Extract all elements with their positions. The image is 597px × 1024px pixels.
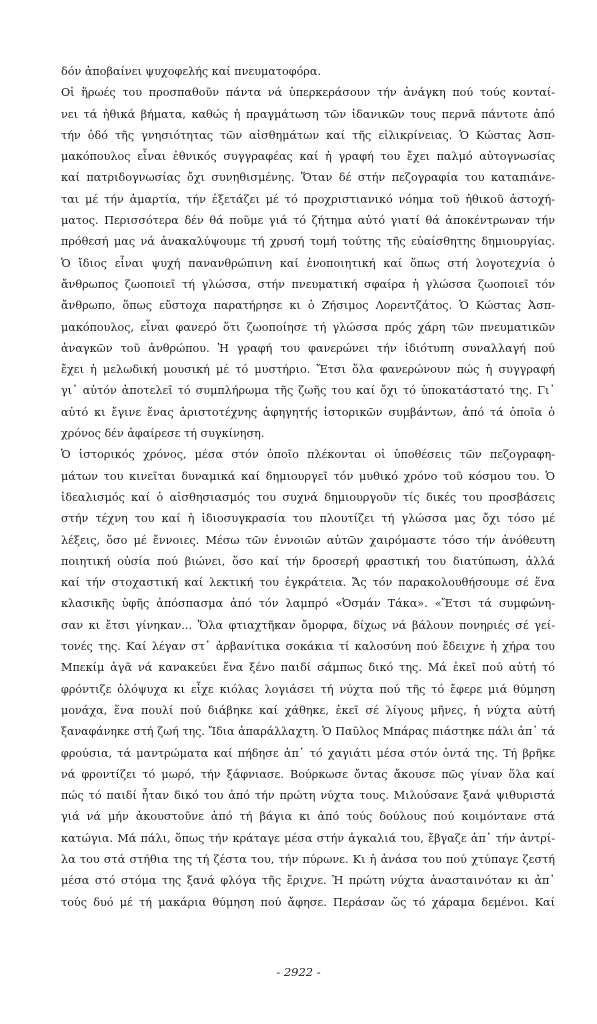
text-line: λέξεις, ὅσο μέ ἔννοιες. Μέσω τῶν ἐννοιῶν αὐτῶν χαιρόμαστε τόσο τήν ἀνόθευτη [61, 533, 555, 547]
text-line: ἔχει ἡ μελωδική μουσική μέ τό μυστήριο. Ἔτσι ὅλα φανερώνουν πώς ἡ συγγραφή [61, 363, 555, 377]
text-line: Οἱ ἥρωές του προσπαθοῦν πάντα νά ὑπερκεράσουν τήν ἀνάγκη πού τούς κονταί- [61, 86, 555, 100]
text-line: γιά νά μήν ἀκουστοῦνε ἀπό τή βάγια κι ἀπό τούς δούλους πού κοιμόντανε στά [61, 810, 555, 824]
text-line: σαν κι ἔτσι γίνηκαν... Ὅλα φτιαχτῆκαν ὄμορφα, δίχως νά βάλουν πονηριές σέ γεί- [61, 618, 555, 632]
text-line: νά φροντίζει τό μωρό, τήν ξάφνιασε. Βούρκωσε ὄντας ἄκουσε πῶς γίναν ὅλα καί [61, 767, 555, 781]
text-line: μακόπουλος εἶναι ἐθνικός συγγραφέας καί ἡ γραφή του ἔχει παλμό αὐτογνωσίας [61, 150, 555, 164]
text-line: ἀναγκῶν τοῦ ἀνθρώπου. Ἡ γραφή του φανερώνει τήν ἰδιότυπη συναλλαγή πού [61, 341, 555, 355]
text-line: πρόθεσή μας νά ἀνακαλύψουμε τή χρυσή τομή τούτης τῆς εὐαίσθητης δημιουργίας. [61, 235, 555, 249]
text-line: κλασικῆς ὑφῆς ἀπόσπασμα ἀπό τόν λαμπρό «Ὀσμάν Τάκα». «Ἔτσι τά συμφώνη- [61, 597, 555, 611]
text-line: κατώγια. Μά πάλι, ὅπως τήν κράταγε μέσα στήν ἀγκαλιά του, ἔβγαζε ἀπ᾿ τήν ἀντρί- [61, 831, 555, 845]
text-line: ἄνθρωπος ζωοποιεῖ τή γλώσσα, στήν πνευματική σφαίρα ἡ γλώσσα ζωοποιεῖ τόν [61, 277, 555, 291]
text-line: χρόνος δέν ἀφαίρεσε τή συγκίνηση. [61, 427, 265, 441]
body-text [61, 61, 555, 913]
text-line: τούς δυό μέ τή μακάρια θύμηση πού ἄφησε. Περάσαν ὥς τό χάραμα δεμένοι. Καί [61, 895, 555, 909]
text-line: ἄνθρωπο, ὅπως εὔστοχα παρατήρησε κι ὁ Ζήσιμος Λορεντζάτος. Ὁ Κώστας Ἀσπ- [61, 299, 555, 313]
text-line: τονές της. Καί λέγαν στ᾿ ἀρβανίτικα σοκάκια τί καλοσύνη πού ἔδειχνε ἡ χήρα του [61, 640, 555, 654]
text-line: λα του στά στήθια της τή ζέστα του, τήν πύρωνε. Κι ἡ ἀνάσα του πού χτύπαγε ζεστή [61, 852, 555, 866]
text-line: γι᾿ αὐτόν ἀποτελεῖ τό συμπλήρωμα τῆς ζωῆς του καί ὄχι τό ὑποκατάστατό της. Γι᾿ [61, 384, 555, 398]
text-line: καί τήν στοχαστική καί λεκτική του ἐγκράτεια. Ἄς τόν παρακολουθήσουμε σέ ἕνα [61, 576, 555, 590]
text-line: τήν ὁδό τῆς γνησιότητας τῶν αἰσθημάτων καί τῆς εἰλικρίνειας. Ὁ Κώστας Ἀσπ- [61, 128, 555, 142]
text-line: αὐτό κι ἔγινε ἕνας ἀριστοτέχνης ἀφηγητής ἱστορικῶν συμβάντων, ἀπό τά ὁποῖα ὁ [61, 405, 555, 419]
text-line: μέσα στό στόμα της ξανά φλόγα τῆς ἔριχνε. Ἡ πρώτη νύχτα ἀνασταινόταν κι ἀπ᾿ [61, 874, 555, 888]
text-line: δόν ἀποβαίνει ψυχοφελής καί πνευματοφόρα. [61, 65, 322, 78]
text-line: στήν τέχνη του καί ἡ ἰδιοσυγκρασία του πλουτίζει τή γλώσσα μας ὄχι τόσο μέ [61, 512, 555, 526]
text-line: ται μέ τήν ἁμαρτία, τήν ἐξετάζει μέ τό προχριστιανικό νόημα τοῦ ἠθικοῦ ἀστοχή- [61, 192, 555, 206]
text-line: ξαναφάνηκε στή ζωή της. Ἴδια ἀπαράλλαχτη. Ὁ Παῦλος Μπάρας πιάστηκε πάλι ἀπ᾿ τά [61, 725, 555, 739]
page-number: - 2922 - [276, 965, 321, 979]
text-line: φρούσια, τά μαντρώματα καί πήδησε ἀπ᾿ τό χαγιάτι μέσα στόν ὀντά της. Τή βρῆκε [61, 746, 555, 760]
text-line: Ὁ ἱστορικός χρόνος, μέσα στόν ὁποῖο πλέκονται οἱ ὑποθέσεις τῶν πεζογραφη- [61, 448, 555, 462]
text-line: μάτων του κινεῖται δυναμικά καί δημιουργεῖ τόν μυθικό χρόνο τοῦ κόσμου του. Ὁ [61, 469, 555, 483]
text-line: ἰδεαλισμός καί ὁ αἰσθησιασμός του συχνά δημιουργοῦν τίς δικές του προσβάσεις [61, 490, 555, 504]
text-line: μονάχα, ἕνα πουλί πού διάβηκε καί χάθηκε, ἐκεῖ σέ λίγους μῆνες, ἡ νύχτα αὐτή [61, 703, 555, 717]
text-line: Ὁ ἴδιος εἶναι ψυχή πανανθρώπινη καί ἑνοποιητική καί ὅπως στή λογοτεχνία ὁ [61, 256, 555, 270]
text-line: ματος. Περισσότερα δέν θά ποῦμε γιά τό ζήτημα αὐτό γιατί θά ἀποκέντρωναν τήν [61, 214, 555, 228]
text-line: φρόντιζε ὁλόψυχα κι εἶχε κιόλας λογιάσει τή νύχτα πού τῆς τό ἔφερε μιά θύμηση [61, 682, 555, 696]
text-line: ποιητική οὐσία πού βιώνει, ὅσο καί τήν δροσερή φραστική του διατύπωση, ἀλλά [61, 554, 555, 568]
text-line: καί πατριδογνωσίας ὄχι συνηθισμένης. Ὅταν δέ στήν πεζογραφία του καταπιάνε- [61, 171, 555, 185]
text-line: πώς τό παιδί ἦταν δικό του ἀπό τήν πρώτη νύχτα τους. Μιλούσανε ξανά ψιθυριστά [61, 789, 555, 803]
text-line: Μπεκίμ ἀγᾶ νά κανακεύει ἕνα ξένο παιδί σάμπως δικό της. Μά ἐκεῖ πού αὐτή τό [61, 661, 555, 675]
text-line: μακόπουλος, εἶναι φανερό ὅτι ζωοποίησε τή γλώσσα πρός χάρη τῶν πνευματικῶν [61, 320, 555, 334]
text-line: νει τά ἠθικά βήματα, καθώς ἡ πραγμάτωση τῶν ἰδανικῶν τους περνᾶ πάντοτε ἀπό [61, 107, 555, 121]
